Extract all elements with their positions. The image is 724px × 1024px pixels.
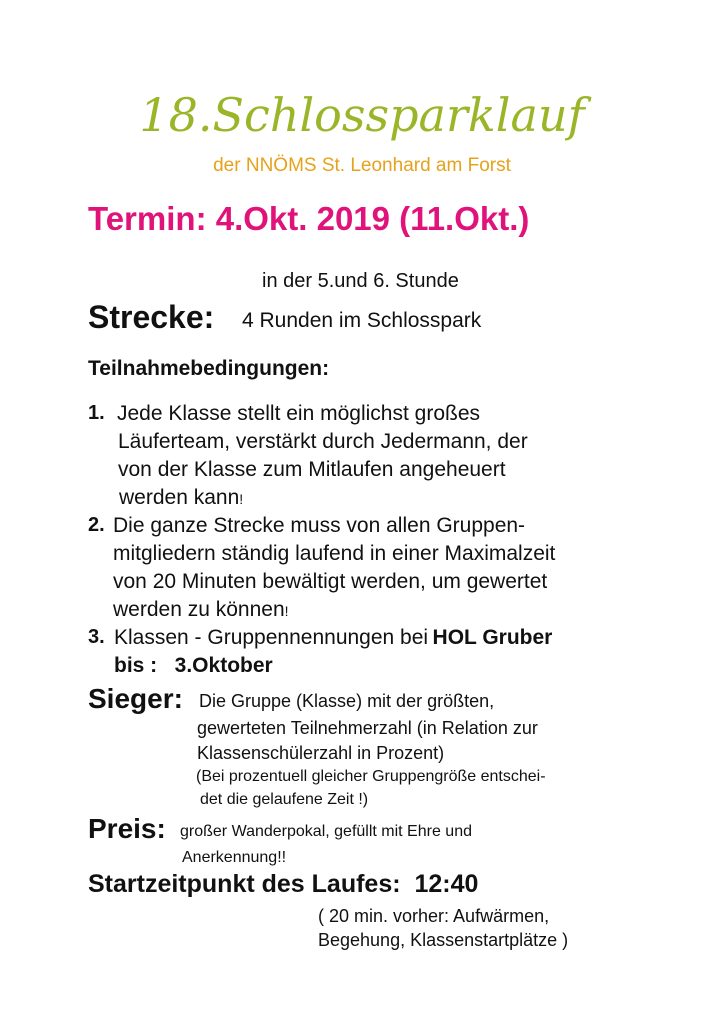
condition-3-text: Klassen - Gruppennennungen bei xyxy=(114,626,429,649)
prize-line-1: großer Wanderpokal, gefüllt mit Ehre und xyxy=(180,823,472,840)
condition-2-line-2: mitgliedern ständig laufend in einer Maximalzeit xyxy=(113,542,556,565)
winner-label: Sieger: xyxy=(88,683,183,714)
prize-line-2: Anerkennung!! xyxy=(182,849,287,866)
condition-3-number: 3. xyxy=(88,626,105,648)
winner-note-2: det die gelaufene Zeit !) xyxy=(200,791,369,808)
start-note-1: ( 20 min. vorher: Aufwärmen, xyxy=(318,906,550,926)
condition-1-line-4-end: ! xyxy=(239,491,244,507)
event-time: in der 5.und 6. Stunde xyxy=(262,270,459,292)
condition-3-line-1 xyxy=(114,626,552,650)
event-date: Termin: 4.Okt. 2019 (11.Okt.) xyxy=(88,200,530,237)
condition-1-line-4-text: werden kann xyxy=(119,486,240,509)
condition-2-number: 2. xyxy=(88,514,105,536)
condition-2-line-4-end: ! xyxy=(284,603,289,619)
winner-note-1: (Bei prozentuell gleicher Gruppengröße entschei- xyxy=(196,768,546,785)
condition-2-line-4-text: werden zu können xyxy=(113,598,285,621)
condition-3-contact: HOL Gruber xyxy=(432,626,553,649)
route-label: Strecke: xyxy=(88,299,215,335)
condition-2-line-3: von 20 Minuten bewältigt werden, um gewertet xyxy=(113,570,548,593)
condition-2-line-1: Die ganze Strecke muss von allen Gruppen- xyxy=(113,514,526,537)
condition-3-deadline: bis : 3.Oktober xyxy=(114,654,273,677)
conditions-heading: Teilnahmebedingungen: xyxy=(88,357,330,380)
winner-line-1: Die Gruppe (Klasse) mit der größten, xyxy=(199,691,495,711)
start-note-2: Begehung, Klassenstartplätze ) xyxy=(318,930,569,950)
winner-line-3: Klassenschülerzahl in Prozent) xyxy=(197,743,445,763)
route-value: 4 Runden im Schlosspark xyxy=(242,309,482,332)
page-subtitle: der NNÖMS St. Leonhard am Forst xyxy=(213,155,511,176)
condition-1-line-4 xyxy=(119,486,243,510)
condition-2-line-4 xyxy=(113,598,289,622)
winner-line-2: gewerteten Teilnehmerzahl (in Relation zur xyxy=(197,718,538,738)
start-time: Startzeitpunkt des Laufes: 12:40 xyxy=(88,870,479,898)
condition-1-line-1: Jede Klasse stellt ein möglichst großes xyxy=(117,402,480,425)
page-title: 18.Schlossparklauf xyxy=(139,88,585,142)
condition-1-number: 1. xyxy=(88,402,105,424)
condition-1-line-2: Läuferteam, verstärkt durch Jedermann, der xyxy=(118,430,528,453)
condition-1-line-3: von der Klasse zum Mitlaufen angeheuert xyxy=(118,458,506,481)
prize-label: Preis: xyxy=(88,813,166,844)
